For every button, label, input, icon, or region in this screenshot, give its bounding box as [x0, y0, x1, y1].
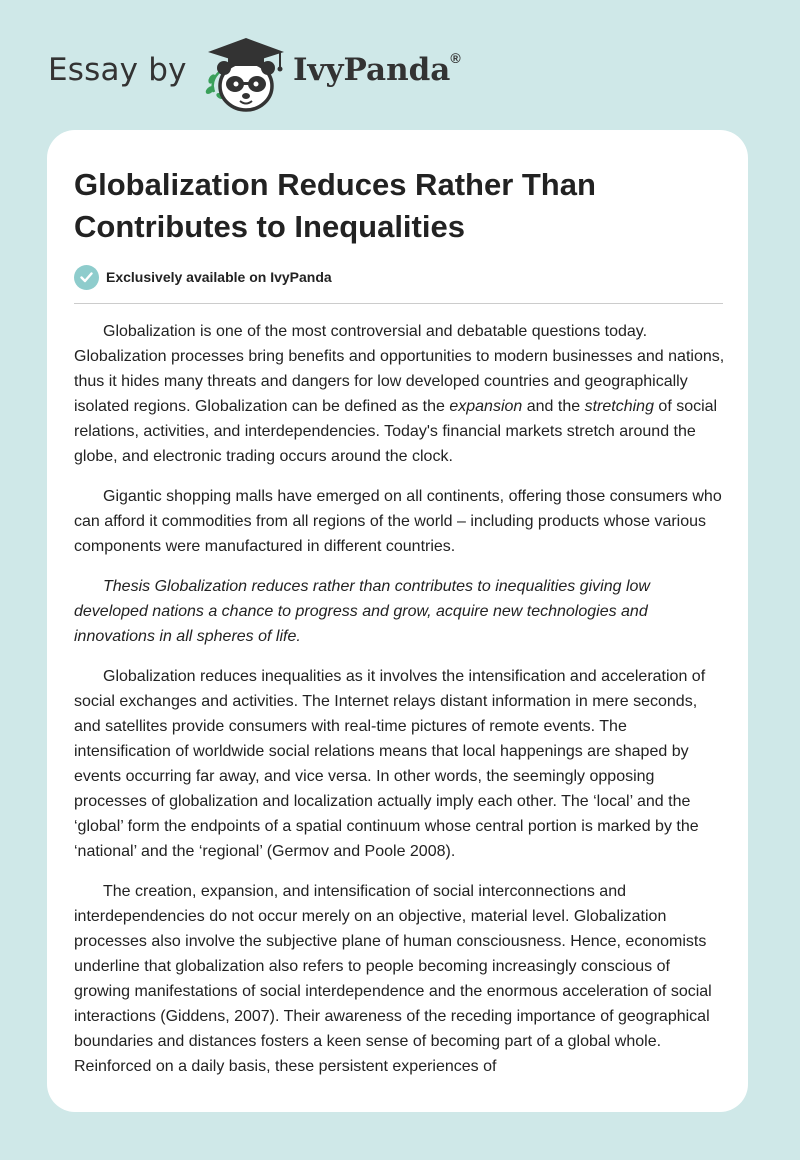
thesis-paragraph: Thesis Globalization reduces rather than contributes to inequalities giving low developed nations a chance to progress and grow, acquire new technologies and innovations in all spheres of life.: [74, 578, 650, 645]
article-title: Globalization Reduces Rather Than Contributes to Inequalities: [74, 167, 596, 244]
paragraph-5: The creation, expansion, and intensification of social interconnections and interdependencies do not occur merely on an objective, material level. Globalization processes also involve the subjective plane of human consciousness. Hence, economists underline that globalization also refers to people becoming increasingly conscious of growing manifestations of social interdependence and the enormous acceleration of social interactions (Giddens, 2007). Their awareness of the receding importance of geographical boundaries and distances fosters a keen sense of becoming part of a global whole. Reinforced on a daily basis, these persistent experiences of: [74, 883, 712, 1075]
paragraph-4: Globalization reduces inequalities as it involves the intensification and acceleration of social exchanges and activities. The Internet relays distant information in mere seconds, and satellites provide consumers with real-time pictures of remote events. The intensification of worldwide social relations means that local happenings are shaped by events occurring far away, and vice versa. In other words, the seemingly opposing processes of globalization and localization actually imply each other. The ‘local’ and the ‘global’ form the endpoints of a spatial continuum whose central portion is marked by the ‘national’ and the ‘regional’ (Germov and Poole 2008).: [74, 668, 706, 860]
paragraph-1-emphasis-stretching: stretching: [584, 398, 654, 415]
paragraph-1-text-c: of social relations, activities, and interdependencies. Today's financial markets stretch around the globe, and electronic trading occurs around the clock.: [74, 398, 718, 465]
check-icon: [74, 265, 99, 290]
paragraph-1: [74, 319, 726, 469]
essay-by-label: Essay by: [48, 52, 187, 88]
article-card: [47, 130, 748, 1112]
article-body: [74, 319, 726, 1094]
exclusive-badge: [74, 264, 332, 290]
brand-text: IvyPanda: [293, 52, 451, 88]
paragraph-1-emphasis-expansion: expansion: [449, 398, 523, 415]
site-header: [48, 34, 548, 114]
paragraph-2: Gigantic shopping malls have emerged on all continents, offering those consumers who can afford it commodities from all regions of the world – including products whose various components were manufactured in different countries.: [74, 488, 722, 555]
paragraph-1-text-a: Globalization is one of the most controversial and debatable questions today. Globalization processes bring benefits and opportunities to modern businesses and nations, thus it hides many threats and dangers for low developed countries and geographically isolated regions. Globalization can be defined as the: [74, 323, 725, 415]
exclusive-badge-text: Exclusively available on IvyPanda: [106, 269, 332, 285]
paragraph-1-text-b: and the: [522, 398, 585, 415]
divider: [74, 303, 723, 304]
panda-graduate-icon[interactable]: [200, 34, 292, 114]
brand-name[interactable]: [293, 49, 461, 88]
registered-mark: ®: [450, 49, 461, 66]
